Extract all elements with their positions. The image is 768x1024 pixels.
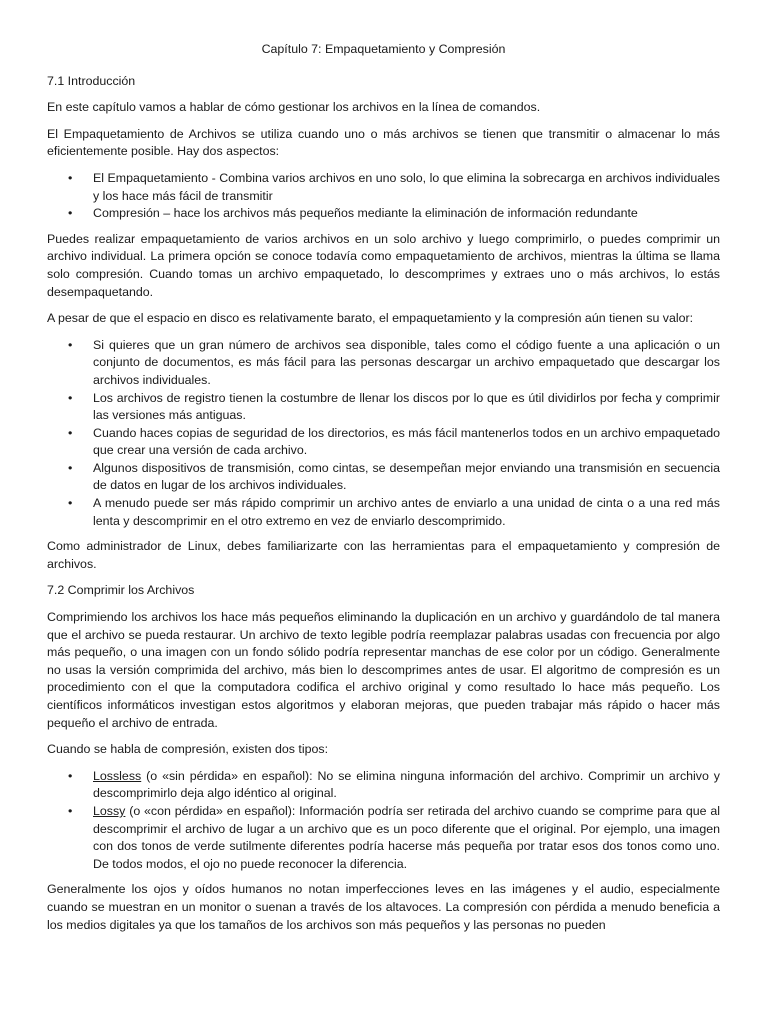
list-item-text: A menudo puede ser más rápido comprimir un archivo antes de enviarlo a una unidad de cinta o a una red más lenta y descomprimir en el otro extremo en vez de enviarlo descomprimido. xyxy=(93,496,720,528)
list-item xyxy=(47,170,720,205)
paragraph: Generalmente los ojos y oídos humanos no notan imperfecciones leves en las imágenes y el audio, especialmente cuando se muestran en un monitor o suenan a través de los altavoces. La compresión con pérdida a menudo beneficia a los medios digitales ya que los tamaños de los archivos son más pequeños y las personas no pueden xyxy=(47,882,720,932)
list-item xyxy=(47,390,720,425)
list-item-text: (o «con pérdida» en español): Información podría ser retirada del archivo cuando se comprime para que al descomprimir el archivo de lugar a un archivo que es un poco diferente que el original. Por ejemplo, una imagen con dos tonos de verde sutilmente diferentes podría hacerse más pequeña por tratar esos dos tonos como uno. De todos modos, el ojo no puede reconocer la diferencia. xyxy=(93,803,720,871)
list-item-text: (o «sin pérdida» en español): No se elimina ninguna información del archivo. Comprimir un archivo y descomprimirlo deja algo idéntico al original. xyxy=(93,768,720,801)
section-heading-7-2: 7.2 Comprimir los Archivos xyxy=(47,583,195,598)
list-item-text: Cuando haces copias de seguridad de los directorios, es más fácil mantenerlos todos en un archivo empaquetado que crear una versión de cada archivo. xyxy=(93,425,720,458)
bullet-icon: • xyxy=(68,206,73,221)
list-item-text: Si quieres que un gran número de archivos sea disponible, tales como el código fuente a una aplicación o un conjunto de documentos, es más fácil para las personas descargar un archivo empaquetado que descargar los archivos individuales. xyxy=(93,337,720,387)
paragraph: Comprimiendo los archivos los hace más pequeños eliminando la duplicación en un archivo y guardándolo de tal manera que el archivo se pueda restaurar. Un archivo de texto legible podría reemplazar palabras usadas con frecuencia por algo más pequeño, o una imagen con un fondo sólido podría representar manchas de ese color por un código. Generalmente no usas la versión comprimida del archivo, más bien lo descomprimes antes de usar. El algoritmo de compresión es un procedimiento con el que la computadora codifica el archivo original y como resultado lo hace más pequeño. Los científicos informáticos investigan estos algoritmos y elaboran mejoras, que pueden trabajar más rápido o hacer más pequeño el archivo de entrada. xyxy=(47,610,720,730)
document-page xyxy=(47,41,720,943)
paragraph: A pesar de que el espacio en disco es relativamente barato, el empaquetamiento y la compresión aún tienen su valor: xyxy=(47,311,694,326)
term-lossless: Lossless xyxy=(93,768,142,783)
list-item xyxy=(47,337,720,390)
list-item xyxy=(47,768,720,803)
paragraph: Cuando se habla de compresión, existen dos tipos: xyxy=(47,742,329,757)
list-item xyxy=(47,205,720,223)
bullet-icon: • xyxy=(68,390,73,405)
paragraph: El Empaquetamiento de Archivos se utiliza cuando uno o más archivos se tienen que transmitir o almacenar lo más eficientemente posible. Hay dos aspectos: xyxy=(47,126,720,159)
compression-types-list xyxy=(47,768,720,874)
bullet-icon: • xyxy=(68,496,73,511)
paragraph: Puedes realizar empaquetamiento de varios archivos en un solo archivo y luego comprimirlo, o puedes comprimir un archivo individual. La primera opción se conoce todavía como empaquetamiento de archivos, mientras la última se llama solo compresión. Cuando tomas un archivo empaquetado, lo descomprimes y extraes uno o más archivos, lo estás desempaquetando. xyxy=(47,231,720,299)
paragraph: En este capítulo vamos a hablar de cómo gestionar los archivos en la línea de comandos. xyxy=(47,100,541,115)
bullet-icon: • xyxy=(68,170,73,185)
list-item xyxy=(47,460,720,495)
list-item xyxy=(47,803,720,873)
list-item xyxy=(47,425,720,460)
values-list xyxy=(47,337,720,531)
aspects-list xyxy=(47,170,720,223)
list-item-text: El Empaquetamiento - Combina varios archivos en uno solo, lo que elimina la sobrecarga en archivos individuales y los hace más fácil de transmitir xyxy=(93,170,720,203)
section-heading-7-1: 7.1 Introducción xyxy=(47,73,136,88)
bullet-icon: • xyxy=(68,460,73,475)
term-lossy: Lossy xyxy=(93,803,126,818)
list-item-text: Compresión – hace los archivos más pequeños mediante la eliminación de información redundante xyxy=(93,206,638,221)
list-item-text: Los archivos de registro tienen la costumbre de llenar los discos por lo que es útil dividirlos por fecha y comprimir las versiones más antiguas. xyxy=(93,390,720,423)
paragraph: Como administrador de Linux, debes familiarizarte con las herramientas para el empaquetamiento y compresión de archivos. xyxy=(47,539,720,571)
list-item-text: Algunos dispositivos de transmisión, como cintas, se desempeñan mejor enviando una transmisión en secuencia de datos en lugar de los archivos individuales. xyxy=(93,460,720,493)
list-item xyxy=(47,495,720,530)
bullet-icon: • xyxy=(68,425,73,440)
bullet-icon: • xyxy=(68,768,73,783)
chapter-title: Capítulo 7: Empaquetamiento y Compresión xyxy=(261,42,506,56)
bullet-icon: • xyxy=(68,337,73,352)
bullet-icon: • xyxy=(68,803,73,818)
